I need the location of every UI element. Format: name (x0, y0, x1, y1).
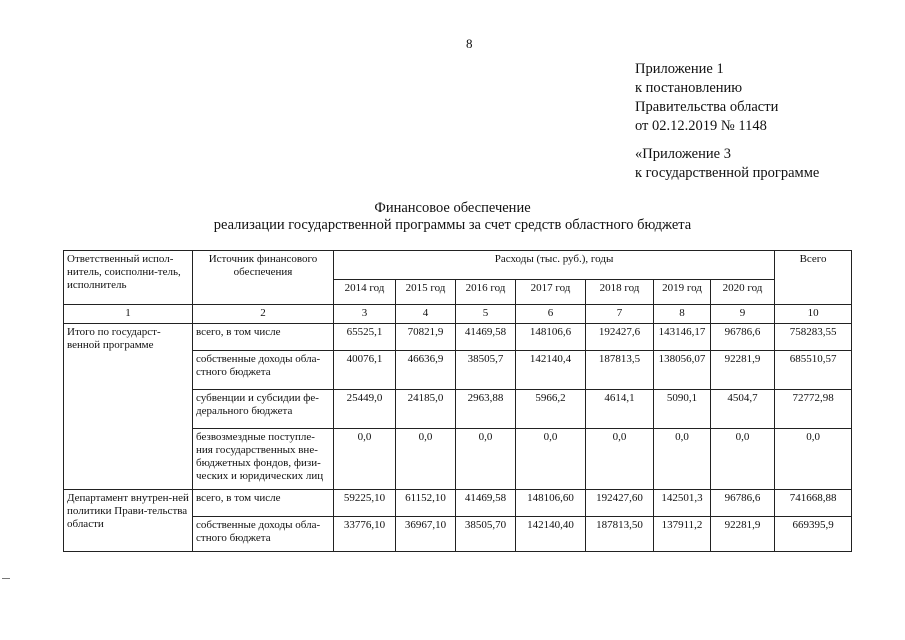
value-cell: 137911,2 (654, 517, 711, 552)
source-cell: всего, в том числе (193, 490, 334, 517)
value-cell: 5966,2 (516, 390, 586, 429)
value-cell: 92281,9 (711, 351, 775, 390)
header-expenses: Расходы (тыс. руб.), годы (334, 251, 775, 280)
column-number: 5 (456, 305, 516, 324)
value-cell: 46636,9 (396, 351, 456, 390)
source-cell: безвозмездные поступле-ния государственных вне-бюджетных фондов, физи-ческих и юридических лиц (193, 429, 334, 490)
value-cell: 2963,88 (456, 390, 516, 429)
value-cell: 192427,6 (586, 324, 654, 351)
header-year: 2016 год (456, 280, 516, 305)
value-cell: 41469,58 (456, 324, 516, 351)
header-year: 2015 год (396, 280, 456, 305)
value-cell: 4504,7 (711, 390, 775, 429)
value-cell: 0,0 (516, 429, 586, 490)
column-number: 2 (193, 305, 334, 324)
appendix-line: к государственной программе (635, 165, 820, 181)
value-cell: 33776,10 (334, 517, 396, 552)
executor-cell: Департамент внутрен-ней политики Прави-тельства области (64, 490, 193, 552)
appendix-3-block (635, 145, 819, 183)
value-cell: 92281,9 (711, 517, 775, 552)
header-source: Источник финансового обеспечения (193, 251, 334, 305)
value-cell: 143146,17 (654, 324, 711, 351)
value-cell: 70821,9 (396, 324, 456, 351)
value-cell: 0,0 (654, 429, 711, 490)
header-year: 2019 год (654, 280, 711, 305)
title-line: Финансовое обеспечение (374, 200, 531, 216)
header-year: 2017 год (516, 280, 586, 305)
value-cell: 25449,0 (334, 390, 396, 429)
value-cell: 192427,60 (586, 490, 654, 517)
appendix-line: «Приложение 3 (635, 146, 731, 162)
value-cell: 96786,6 (711, 324, 775, 351)
value-cell: 187813,50 (586, 517, 654, 552)
value-cell: 685510,57 (775, 351, 852, 390)
column-number: 3 (334, 305, 396, 324)
column-number: 4 (396, 305, 456, 324)
source-cell: собственные доходы обла-стного бюджета (193, 351, 334, 390)
column-number: 10 (775, 305, 852, 324)
appendix-block (635, 60, 778, 136)
column-number: 8 (654, 305, 711, 324)
value-cell: 40076,1 (334, 351, 396, 390)
appendix-line: Правительства области (635, 99, 779, 115)
value-cell: 38505,70 (456, 517, 516, 552)
value-cell: 0,0 (334, 429, 396, 490)
header-total: Всего (775, 251, 852, 305)
source-cell: субвенции и субсидии фе-дерального бюджета (193, 390, 334, 429)
value-cell: 0,0 (396, 429, 456, 490)
page-number: 8 (466, 36, 473, 51)
financing-table (63, 250, 852, 552)
table-row (64, 490, 852, 517)
value-cell: 148106,60 (516, 490, 586, 517)
value-cell: 4614,1 (586, 390, 654, 429)
appendix-line: к постановлению (635, 80, 743, 96)
header-year: 2020 год (711, 280, 775, 305)
value-cell: 0,0 (586, 429, 654, 490)
column-number: 1 (64, 305, 193, 324)
value-cell: 142501,3 (654, 490, 711, 517)
header-year: 2014 год (334, 280, 396, 305)
value-cell: 142140,4 (516, 351, 586, 390)
value-cell: 72772,98 (775, 390, 852, 429)
value-cell: 0,0 (456, 429, 516, 490)
value-cell: 142140,40 (516, 517, 586, 552)
appendix-line: от 02.12.2019 № 1148 (635, 118, 767, 134)
header-year: 2018 год (586, 280, 654, 305)
header-executor: Ответственный испол-нитель, соисполни-тель, исполнитель (64, 251, 193, 305)
value-cell: 187813,5 (586, 351, 654, 390)
value-cell: 741668,88 (775, 490, 852, 517)
value-cell: 0,0 (711, 429, 775, 490)
title-line: реализации государственной программы за счет средств областного бюджета (213, 217, 692, 233)
executor-cell: Итого по государст-венной программе (64, 324, 193, 490)
value-cell: 669395,9 (775, 517, 852, 552)
value-cell: 61152,10 (396, 490, 456, 517)
value-cell: 0,0 (775, 429, 852, 490)
value-cell: 38505,7 (456, 351, 516, 390)
source-cell: всего, в том числе (193, 324, 334, 351)
value-cell: 41469,58 (456, 490, 516, 517)
value-cell: 65525,1 (334, 324, 396, 351)
value-cell: 59225,10 (334, 490, 396, 517)
value-cell: 96786,6 (711, 490, 775, 517)
value-cell: 758283,55 (775, 324, 852, 351)
column-number: 9 (711, 305, 775, 324)
column-number: 7 (586, 305, 654, 324)
value-cell: 138056,07 (654, 351, 711, 390)
value-cell: 24185,0 (396, 390, 456, 429)
document-title (0, 200, 905, 234)
appendix-line: Приложение 1 (635, 61, 724, 77)
value-cell: 5090,1 (654, 390, 711, 429)
margin-mark (2, 578, 10, 579)
table-row (64, 324, 852, 351)
value-cell: 148106,6 (516, 324, 586, 351)
value-cell: 36967,10 (396, 517, 456, 552)
column-number: 6 (516, 305, 586, 324)
source-cell: собственные доходы обла-стного бюджета (193, 517, 334, 552)
